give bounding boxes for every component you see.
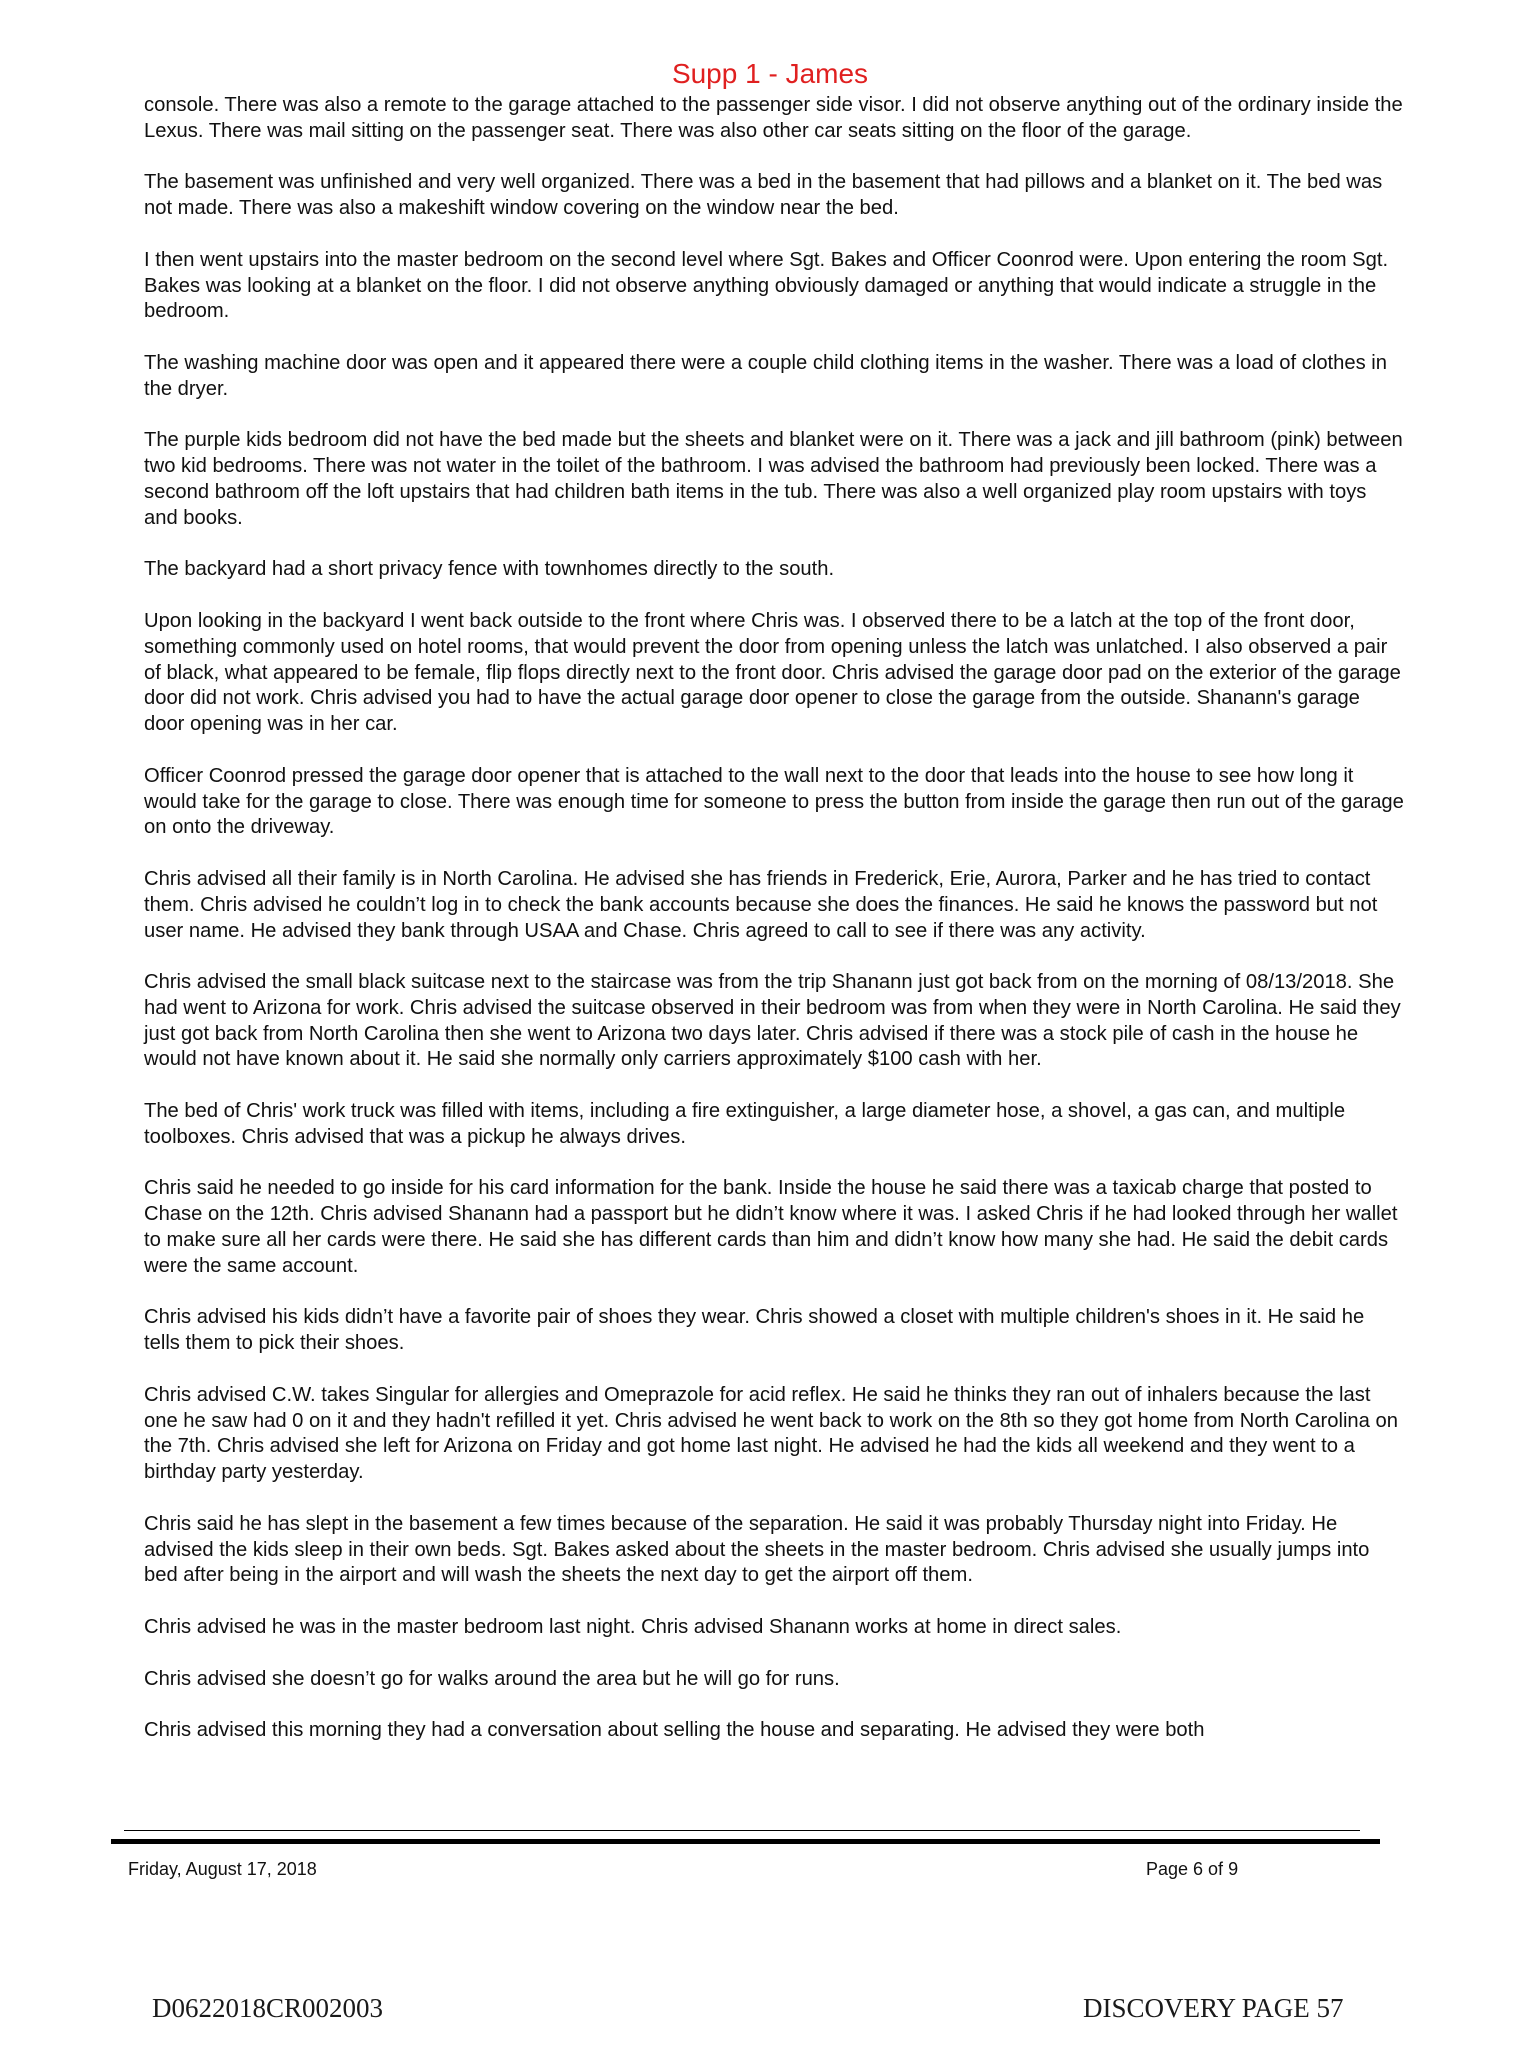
paragraph: Chris said he needed to go inside for his card information for the bank. Inside the house he said there was a taxicab charge that posted to Chase on the 12th. Chris advised Shanann had a passport but he didn’t know where it was. I asked Chris if he had looked through her wallet to make sure all her cards were there. He said she has different cards than him and didn’t know how many she had. He said the debit cards were the same account. (144, 1177, 1398, 1277)
footer-divider (111, 1839, 1380, 1844)
paragraph: console. There was also a remote to the garage attached to the passenger side visor. I did not observe anything out of the ordinary inside the Lexus. There was mail sitting on the passenger seat. There was also other car seats sitting on the floor of the garage. (144, 94, 1403, 142)
footer-page-number: Page 6 of 9 (1146, 1859, 1239, 1879)
discovery-page-stamp: DISCOVERY PAGE 57 (1083, 1993, 1344, 2023)
paragraph: Chris said he has slept in the basement a few times because of the separation. He said it was probably Thursday night into Friday. He advised the kids sleep in their own beds. Sgt. Bakes asked about the sheets in the master bedroom. Chris advised she usually jumps into bed after being in the airport and will wash the sheets the next day to get the airport off them. (144, 1512, 1370, 1587)
paragraph: Upon looking in the backyard I went back outside to the front where Chris was. I observed there to be a latch at the top of the front door, something commonly used on hotel rooms, that would prevent the door from opening unless the latch was unlatched. I also observed a pair of black, what appeared to be female, flip flops directly next to the front door. Chris advised the garage door pad on the exterior of the garage door did not work. Chris advised you had to have the actual garage door opener to close the garage from the outside. Shanann's garage door opening was in her car. (144, 609, 1401, 736)
paragraph: I then went upstairs into the master bedroom on the second level where Sgt. Bakes and Officer Coonrod were. Upon entering the room Sgt. Bakes was looking at a blanket on the floor. I did not observe anything obviously damaged or anything that would indicate a struggle in the bedroom. (144, 248, 1389, 323)
paragraph: Chris advised his kids didn’t have a favorite pair of shoes they wear. Chris showed a closet with multiple children's shoes in it. He said he tells them to pick their shoes. (144, 1306, 1365, 1355)
page-title: Supp 1 - James (671, 58, 869, 89)
paragraph: Chris advised C.W. takes Singular for allergies and Omeprazole for acid reflex. He said he thinks they ran out of inhalers because the last one he saw had 0 on it and they hadn't refilled it yet. Chris advised he went back to work on the 8th so they got home from North Carolina on the 7th. Chris advised she left for Arizona on Friday and got home last night. He advised he had the kids all weekend and they went to a birthday party yesterday. (144, 1383, 1398, 1484)
case-number-stamp: D0622018CR002003 (152, 1993, 384, 2023)
footer-divider-thin (124, 1830, 1360, 1831)
paragraph: Chris advised this morning they had a conversation about selling the house and separating. He advised they were both (144, 1719, 1205, 1742)
paragraph: The bed of Chris' work truck was filled with items, including a fire extinguisher, a large diameter hose, a shovel, a gas can, and multiple toolboxes. Chris advised that was a pickup he always drives. (144, 1100, 1346, 1148)
paragraph: Chris advised he was in the master bedroom last night. Chris advised Shanann works at home in direct sales. (144, 1616, 1122, 1639)
paragraph: Chris advised all their family is in North Carolina. He advised she has friends in Frederick, Erie, Aurora, Parker and he has tried to contact them. Chris advised he couldn’t log in to check the bank accounts because she does the finances. He said he knows the password but not user name. He advised they bank through USAA and Chase. Chris agreed to call to see if there was any activity. (144, 867, 1378, 942)
paragraph: Chris advised she doesn’t go for walks around the area but he will go for runs. (144, 1667, 840, 1690)
paragraph: The basement was unfinished and very well organized. There was a bed in the basement that had pillows and a blanket on it. The bed was not made. There was also a makeshift window covering on the window near the bed. (144, 171, 1383, 220)
paragraph: The backyard had a short privacy fence with townhomes directly to the south. (144, 558, 835, 581)
report-body (144, 93, 1404, 1770)
paragraph: Chris advised the small black suitcase next to the staircase was from the trip Shanann just got back from on the morning of 08/13/2018. She had went to Arizona for work. Chris advised the suitcase observed in their bedroom was from when they were in North Carolina. He said they just got back from North Carolina then she went to Arizona two days later. Chris advised if there was a stock pile of cash in the house he would not have known about it. He said she normally only carriers approximately $100 cash with her. (144, 971, 1401, 1071)
footer-date: Friday, August 17, 2018 (128, 1859, 317, 1879)
paragraph: The purple kids bedroom did not have the bed made but the sheets and blanket were on it. There was a jack and jill bathroom (pink) between two kid bedrooms. There was not water in the toilet of the bathroom. I was advised the bathroom had previously been locked. There was a second bathroom off the loft upstairs that had children bath items in the tub. There was also a well organized play room upstairs with toys and books. (144, 429, 1403, 529)
paragraph: Officer Coonrod pressed the garage door opener that is attached to the wall next to the door that leads into the house to see how long it would take for the garage to close. There was enough time for someone to press the button from inside the garage then run out of the garage on onto the driveway. (144, 764, 1404, 839)
paragraph: The washing machine door was open and it appeared there were a couple child clothing items in the washer. There was a load of clothes in the dryer. (144, 351, 1388, 400)
